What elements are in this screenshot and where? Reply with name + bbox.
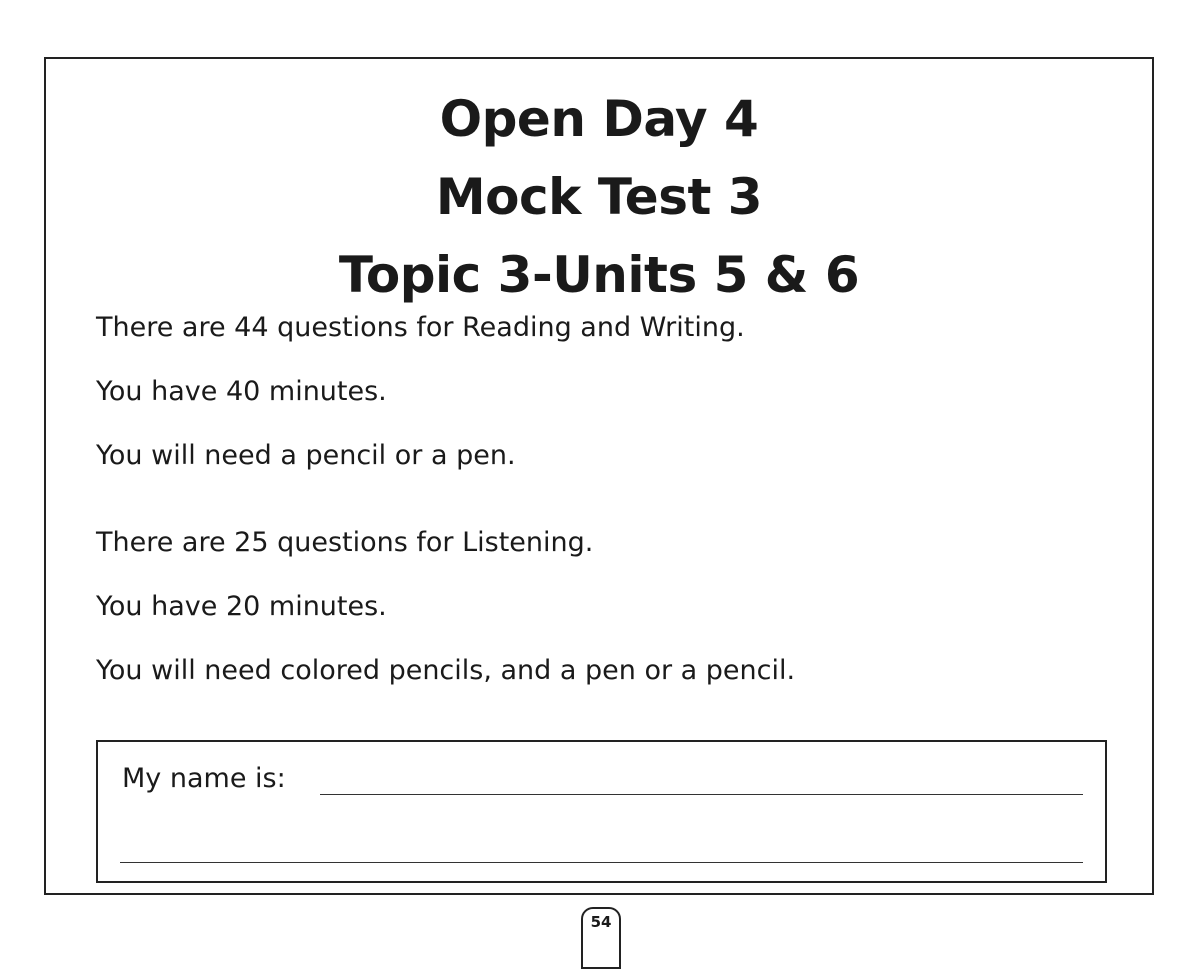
listening-time: You have 20 minutes. [96,591,387,622]
reading-writing-materials: You will need a pencil or a pen. [96,440,516,471]
page-number: 54 [590,913,612,931]
reading-writing-questions: There are 44 questions for Reading and Writing. [96,312,745,343]
name-write-line-2[interactable] [120,862,1083,863]
name-label: My name is: [122,763,286,794]
title-open-day: Open Day 4 [439,90,759,148]
name-box [96,740,1107,883]
title-topic-units: Topic 3-Units 5 & 6 [338,246,860,304]
listening-materials: You will need colored pencils, and a pen or a pencil. [96,655,796,686]
page-number-tab [581,907,621,969]
reading-writing-time: You have 40 minutes. [96,376,387,407]
listening-questions: There are 25 questions for Listening. [96,527,594,558]
title-mock-test: Mock Test 3 [435,168,763,226]
test-cover-frame [44,57,1154,895]
name-write-line-1[interactable] [320,794,1083,795]
